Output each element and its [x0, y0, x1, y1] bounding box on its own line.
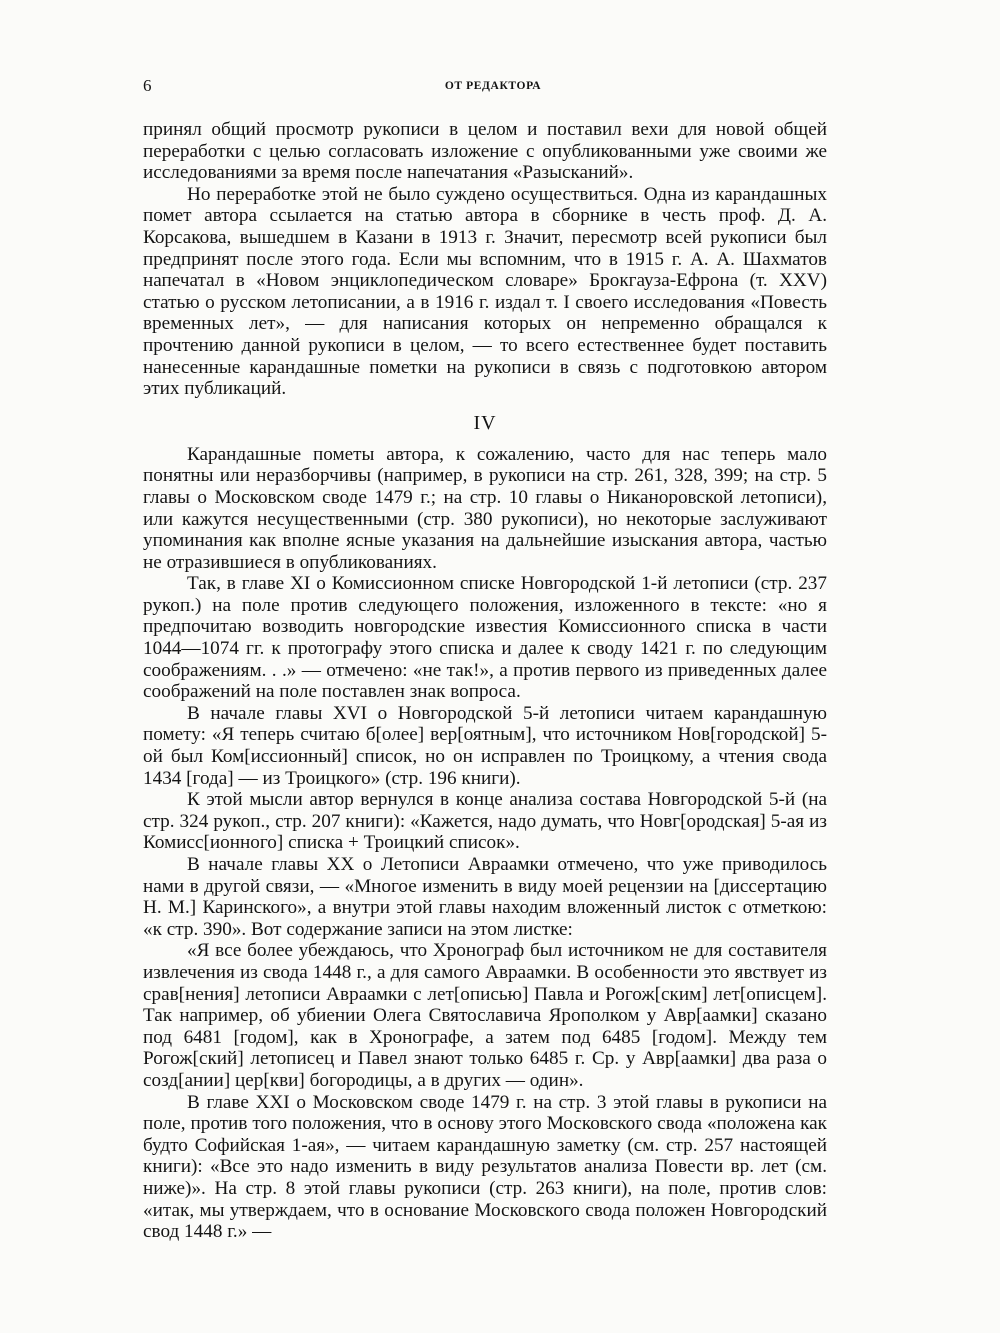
section-number: IV — [473, 411, 497, 434]
paragraph: В начале главы XVI о Новгородской 5-й летописи читаем карандашную помету: «Я теперь считаю б[олее] вер[оятным], что источником Нов[городской] 5-ой был Ком[иссионный] список, но он исправлен по Троицкому, а чтения свода 1434 [года] — из Троицкого» (стр. 196 книги). — [143, 702, 827, 789]
paragraph: Но переработке этой не было суждено осуществиться. Одна из карандашных помет автора ссылается на статью автора в сборнике в честь проф. Д. А. Корсакова, вышедшем в Казани в 1913 г. Значит, пересмотр всей рукописи был предпринят после этого года. Если мы вспомним, что в 1915 г. А. А. Шахматов напечатал в «Новом энциклопедическом словаре» Брокгауза-Ефрона (т. XXV) статью о русском летописании, а в 1916 г. издал т. I своего исследования «Повесть временных лет», — для написания которых он непременно обращался к прочтению данной рукописи в целом, — то всего естественнее будет поставить нанесенные карандашные пометки на рукописи в связь с подготовкою автором этих публикаций. — [143, 183, 827, 400]
paragraph: К этой мысли автор вернулся в конце анализа состава Новгородской 5-й (на стр. 324 рукоп., стр. 207 книги): «Кажется, надо думать, что Новг[ородская] 5-ая из Комисс[ионного] списка + Троицкий список». — [143, 789, 827, 854]
paragraph: принял общий просмотр рукописи в целом и поставил вехи для новой общей переработки с целью согласовать изложение с опубликованными уже своими же исследованиями за время после напечатания «Разысканий». — [143, 119, 827, 184]
page-number: 6 — [143, 76, 152, 95]
paragraph: В главе XXI о Московском своде 1479 г. на стр. 3 этой главы в рукописи на поле, против того положения, что в основу этого Московского свода «положена как будто Софийская 1-ая», — читаем карандашную заметку (см. стр. 257 настоящей книги): «Все это надо изменить в виду результатов анализа Повести вр. лет (см. ниже)». На стр. 8 этой главы рукописи (стр. 263 книги), на поле, против слов: «итак, мы утверждаем, что в основание Московского свода положен Новгородский свод 1448 г.» — — [143, 1091, 827, 1243]
paragraph: В начале главы XX о Летописи Авраамки отмечено, что уже приводилось нами в другой связи, — «Многое изменить в виду моей рецензии на [диссертацию Н. М.] Каринского», а внутри этой главы находим вложенный листок с отметкою: «к стр. 390». Вот содержание записи на этом листке: — [143, 854, 827, 940]
paragraph: «Я все более убеждаюсь, что Хронограф был источником не для составителя извлечения из свода 1448 г., а для самого Авраамки. В особенности это явствует из срав[нения] летописи Авраамки с лет[описью] Павла и Рогож[ским] лет[описцем]. Так например, об убиении Олега Святославича Ярополком у Авр[аамки] сказано под 6481 [годом], как в Хронографе, а затем под 6485 [годом]. Между тем Рогож[ский] летописец и Павел знают только 6485 г. Ср. у Авр[аамки] два раза о созд[ании] цер[кви] богородицы, а в других — один». — [143, 940, 827, 1091]
paragraph: Так, в главе XI о Комиссионном списке Новгородской 1-й летописи (стр. 237 рукоп.) на поле против следующего положения, изложенного в тексте: «но я предпочитаю возводить новгородские известия Комиссионного списка в части 1044—1074 гг. к протографу этого списка и далее к своду 1421 г. по следующим соображениям. . .» — отмечено: «не так!», а против первого из приведенных далее соображений на поле поставлен знак вопроса. — [143, 573, 827, 703]
body-text — [143, 119, 827, 1243]
running-title: ОТ РЕДАКТОРА — [444, 80, 542, 92]
page-header — [143, 76, 843, 100]
paragraph: Карандашные пометы автора, к сожалению, часто для нас теперь мало понятны или неразборчивы (например, в рукописи на стр. 261, 328, 399; на стр. 5 главы о Московском своде 1479 г.; на стр. 10 главы о Никаноровской летописи), или кажутся несущественными (стр. 380 рукописи), но некоторые заслуживают упоминания как вполне ясные указания на дальнейшие изыскания автора, частью не отразившиеся в опубликованиях. — [143, 443, 827, 573]
